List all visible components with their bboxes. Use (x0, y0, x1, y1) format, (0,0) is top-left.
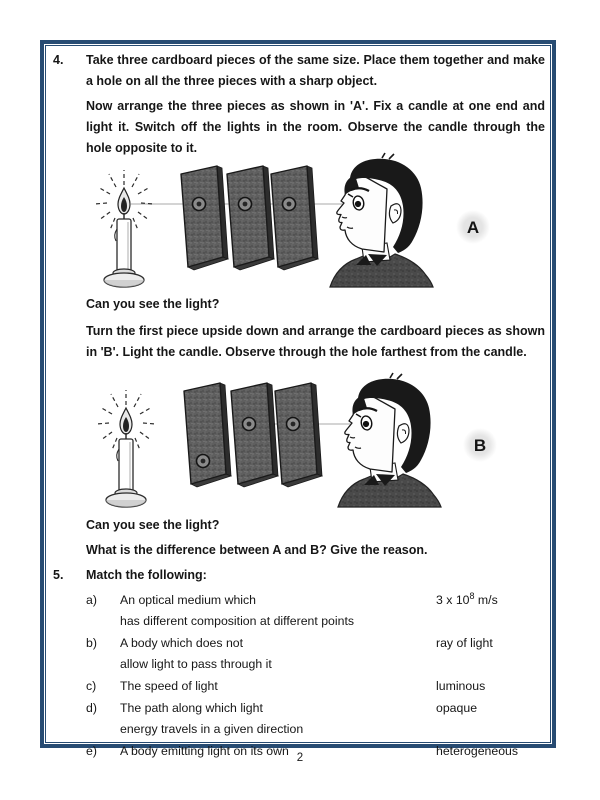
item-left-line-1: A body which does not (120, 636, 244, 650)
question-4-para-2: Now arrange the three pieces as shown in 'A'. Fix a candle at one end and light it. Switch off the lights in the room. Observe the candle through the hole opposite to it. (86, 99, 545, 155)
speed-unit: m/s (474, 593, 498, 607)
observer-boy (338, 373, 441, 507)
cardboard-piece-2 (231, 383, 278, 487)
question-difference: What is the difference between A and B? Give the reason. (86, 543, 428, 557)
speed-exponent: 8 (469, 590, 475, 601)
item-label: d) (86, 701, 97, 715)
question-can-see-a: Can you see the light? (86, 297, 220, 311)
hole-1 (193, 198, 206, 211)
match-item-b (53, 633, 545, 675)
question-4-para-3: Turn the first piece upside down and arrange the cardboard pieces as shown in 'B'. Light the candle. Observe through the hole farthest from the candle. (86, 324, 545, 359)
item-left: A body emitting light on its own (120, 744, 289, 758)
item-label: c) (86, 679, 97, 693)
question-4-para-1: Take three cardboard pieces of the same size. Place them together and make a hole on all the three pieces with a sharp object. (86, 53, 545, 88)
cardboard-piece-1 (181, 166, 228, 270)
question-5-title: Match the following: (86, 568, 207, 582)
cardboard-piece-1-flipped (184, 383, 231, 487)
item-left-line-2: allow light to pass through it (120, 657, 272, 671)
item-label: b) (86, 636, 97, 650)
hole-2 (243, 418, 256, 431)
item-left (120, 633, 436, 675)
figure-a-illustration (81, 163, 545, 292)
item-left (120, 698, 436, 740)
candle (96, 390, 156, 507)
item-left-line-2: has different composition at different points (120, 614, 355, 628)
figure-b-label: B (473, 436, 487, 455)
hole-3 (283, 198, 296, 211)
question-4-continued (53, 321, 545, 363)
item-label: e) (86, 744, 97, 758)
question-5 (53, 565, 545, 586)
page-border (40, 40, 556, 758)
match-item-d (53, 698, 545, 740)
question-can-see-b: Can you see the light? (86, 518, 220, 532)
speed-value: 3 x 10 (436, 593, 470, 607)
match-list (53, 590, 545, 762)
item-right: ray of light (436, 636, 493, 650)
item-right: heterogeneous (436, 744, 519, 758)
question-5-number: 5. (53, 568, 64, 582)
match-item-c (53, 676, 545, 697)
candle (94, 170, 154, 287)
question-4 (53, 50, 545, 159)
cardboard-piece-2 (227, 166, 274, 270)
page-number: 2 (296, 752, 304, 764)
item-left (120, 590, 436, 632)
cardboard-piece-3 (271, 166, 318, 270)
item-right (436, 590, 545, 611)
item-left-line-1: An optical medium which (120, 593, 257, 607)
hole-1-low (197, 455, 210, 468)
item-right: luminous (436, 679, 486, 693)
item-label: a) (86, 593, 97, 607)
observer-boy (330, 153, 433, 287)
hole-2 (239, 198, 252, 211)
item-left-line-2: energy travels in a given direction (120, 722, 304, 736)
match-item-a (53, 590, 545, 632)
cardboard-piece-3 (275, 383, 322, 487)
hole-3 (287, 418, 300, 431)
item-left-line-1: The path along which light (120, 701, 263, 715)
figure-b-illustration (81, 377, 545, 513)
page-content (45, 45, 551, 758)
item-left: The speed of light (120, 679, 218, 693)
item-right: opaque (436, 701, 478, 715)
question-4-number: 4. (53, 53, 64, 67)
figure-a-label: A (466, 218, 480, 237)
